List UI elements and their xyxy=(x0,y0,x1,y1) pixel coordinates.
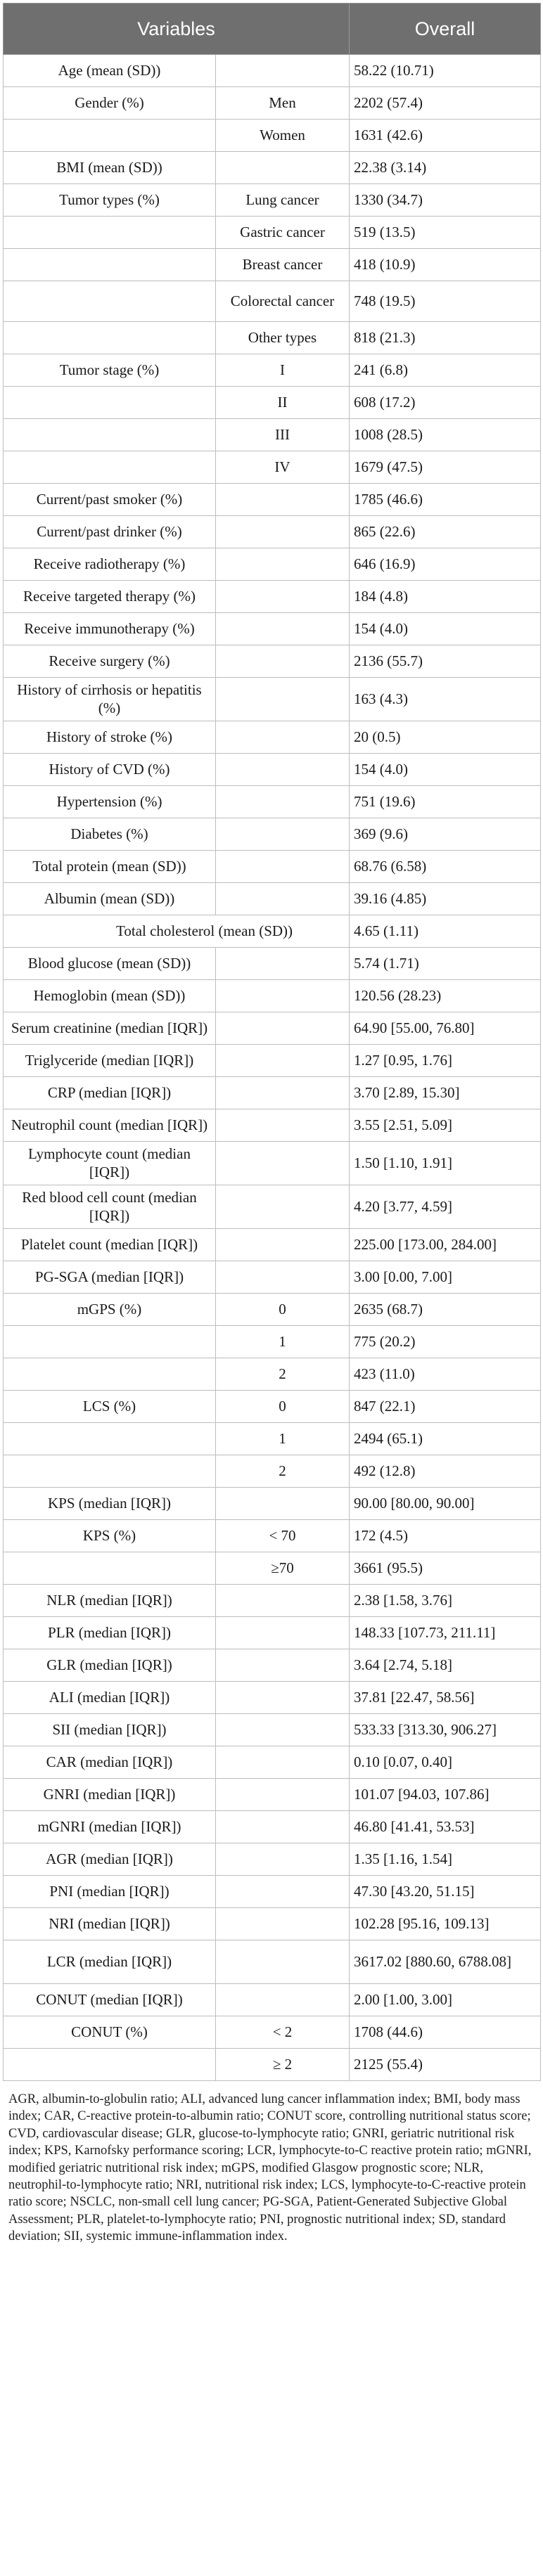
variable-label: CAR (median [IQR]) xyxy=(4,1746,216,1779)
overall-value: 1708 (44.6) xyxy=(350,2016,541,2049)
table-row xyxy=(4,217,541,249)
subgroup-label xyxy=(216,516,350,548)
table-row xyxy=(4,851,541,883)
table-row xyxy=(4,1391,541,1423)
overall-value: 20 (0.5) xyxy=(350,721,541,754)
table-row xyxy=(4,1358,541,1391)
subgroup-label: 1 xyxy=(216,1326,350,1358)
subgroup-label: 0 xyxy=(216,1391,350,1423)
overall-value: 101.07 [94.03, 107.86] xyxy=(350,1779,541,1811)
variable-label: Triglyceride (median [IQR]) xyxy=(4,1045,216,1077)
overall-value: 2125 (55.4) xyxy=(350,2049,541,2081)
variable-label: Total cholesterol (mean (SD)) xyxy=(4,915,350,948)
variable-label: Receive surgery (%) xyxy=(4,645,216,678)
overall-value: 3.70 [2.89, 15.30] xyxy=(350,1077,541,1109)
subgroup-label: IV xyxy=(216,451,350,484)
table-row xyxy=(4,1045,541,1077)
variable-label: Total protein (mean (SD)) xyxy=(4,851,216,883)
overall-value: 0.10 [0.07, 0.40] xyxy=(350,1746,541,1779)
variable-label xyxy=(4,1552,216,1585)
subgroup-label xyxy=(216,1746,350,1779)
variable-label: SII (median [IQR]) xyxy=(4,1714,216,1746)
subgroup-label xyxy=(216,1843,350,1876)
table-row xyxy=(4,387,541,419)
variable-label: CONUT (%) xyxy=(4,2016,216,2049)
overall-value: 68.76 (6.58) xyxy=(350,851,541,883)
subgroup-label xyxy=(216,1908,350,1940)
table-row xyxy=(4,419,541,451)
subgroup-label xyxy=(216,581,350,613)
overall-value: 865 (22.6) xyxy=(350,516,541,548)
overall-value: 847 (22.1) xyxy=(350,1391,541,1423)
overall-value: 4.65 (1.11) xyxy=(350,915,541,948)
table-row xyxy=(4,786,541,818)
table-row xyxy=(4,1109,541,1142)
overall-value: 646 (16.9) xyxy=(350,548,541,581)
table-row xyxy=(4,818,541,851)
subgroup-label: Other types xyxy=(216,322,350,354)
subgroup-label xyxy=(216,55,350,87)
table-row xyxy=(4,2016,541,2049)
table-row xyxy=(4,1229,541,1261)
subgroup-label: 2 xyxy=(216,1358,350,1391)
table-row xyxy=(4,1326,541,1358)
subgroup-label xyxy=(216,883,350,915)
overall-value: 37.81 [22.47, 58.56] xyxy=(350,1682,541,1714)
subgroup-label xyxy=(216,1012,350,1045)
overall-value: 5.74 (1.71) xyxy=(350,948,541,980)
variable-label: mGPS (%) xyxy=(4,1294,216,1326)
overall-value: 2136 (55.7) xyxy=(350,645,541,678)
variable-label: Serum creatinine (median [IQR]) xyxy=(4,1012,216,1045)
subgroup-label xyxy=(216,645,350,678)
overall-value: 241 (6.8) xyxy=(350,354,541,387)
table-row xyxy=(4,883,541,915)
table-row xyxy=(4,1012,541,1045)
variable-label: Red blood cell count (median [IQR]) xyxy=(4,1185,216,1229)
variable-label: History of cirrhosis or hepatitis (%) xyxy=(4,678,216,721)
subgroup-label xyxy=(216,1779,350,1811)
variable-label: LCR (median [IQR]) xyxy=(4,1940,216,1984)
subgroup-label xyxy=(216,548,350,581)
subgroup-label xyxy=(216,1229,350,1261)
table-row xyxy=(4,1423,541,1455)
variable-label: PG-SGA (median [IQR]) xyxy=(4,1261,216,1294)
subgroup-label xyxy=(216,1077,350,1109)
overall-value: 418 (10.9) xyxy=(350,249,541,281)
table-row xyxy=(4,322,541,354)
subgroup-label: ≥ 2 xyxy=(216,2049,350,2081)
table-row xyxy=(4,1746,541,1779)
overall-value: 1785 (46.6) xyxy=(350,484,541,516)
table-footnote: AGR, albumin-to-globulin ratio; ALI, advanced lung cancer inflammation index; BMI, body mass index; CAR, C-reactive protein-to-albumin ratio; CONUT score, controlling nutritional status score; CVD, cardiovascular disease; GLR, glucose-to-lymphocyte ratio; GNRI, geriatric nutritional risk index; KPS, Karnofsky performance scoring; LCR, lymphocyte-to-C reactive protein ratio; mGNRI, modified geriatric nutritional risk index; mGPS, modified Glasgow prognostic score; NLR, neutrophil-to-lymphocyte ratio; NRI, nutritional risk index; LCS, lymphocyte-to-C-reactive protein ratio score; NSCLC, non-small cell lung cancer; PG-SGA, Patient-Generated Subjective Global Assessment; PLR, platelet-to-lymphocyte ratio; PNI, prognostic nutritional index; SD, standard deviation; SII, systemic immune-inflammation index. xyxy=(8,2092,532,2244)
subgroup-label: III xyxy=(216,419,350,451)
variable-label: Hemoglobin (mean (SD)) xyxy=(4,980,216,1012)
table-row xyxy=(4,1811,541,1843)
overall-value: 818 (21.3) xyxy=(350,322,541,354)
overall-value: 154 (4.0) xyxy=(350,754,541,786)
subgroup-label xyxy=(216,721,350,754)
table-row xyxy=(4,915,541,948)
variable-label xyxy=(4,1455,216,1488)
variable-label: Albumin (mean (SD)) xyxy=(4,883,216,915)
overall-value: 3.00 [0.00, 7.00] xyxy=(350,1261,541,1294)
variable-label xyxy=(4,281,216,322)
overall-value: 3.55 [2.51, 5.09] xyxy=(350,1109,541,1142)
subgroup-label xyxy=(216,948,350,980)
variable-label: Receive radiotherapy (%) xyxy=(4,548,216,581)
subgroup-label xyxy=(216,1045,350,1077)
table-row xyxy=(4,354,541,387)
table-row xyxy=(4,1455,541,1488)
subgroup-label: II xyxy=(216,387,350,419)
variable-label: Current/past smoker (%) xyxy=(4,484,216,516)
subgroup-label xyxy=(216,786,350,818)
table-row xyxy=(4,281,541,322)
subgroup-label: Gastric cancer xyxy=(216,217,350,249)
table-row xyxy=(4,645,541,678)
variable-label: CRP (median [IQR]) xyxy=(4,1077,216,1109)
variable-label: Tumor stage (%) xyxy=(4,354,216,387)
variable-label: Receive immunotherapy (%) xyxy=(4,613,216,645)
table-row xyxy=(4,1520,541,1552)
variable-label: KPS (%) xyxy=(4,1520,216,1552)
variable-label: Platelet count (median [IQR]) xyxy=(4,1229,216,1261)
variable-label xyxy=(4,322,216,354)
table-row xyxy=(4,249,541,281)
subgroup-label xyxy=(216,1682,350,1714)
table-row xyxy=(4,1779,541,1811)
table-row xyxy=(4,451,541,484)
table-row xyxy=(4,1714,541,1746)
variable-label: GLR (median [IQR]) xyxy=(4,1649,216,1682)
overall-value: 3.64 [2.74, 5.18] xyxy=(350,1649,541,1682)
overall-value: 4.20 [3.77, 4.59] xyxy=(350,1185,541,1229)
subgroup-label: Breast cancer xyxy=(216,249,350,281)
variable-label xyxy=(4,1358,216,1391)
table-row xyxy=(4,1908,541,1940)
table-row xyxy=(4,2049,541,2081)
overall-value: 751 (19.6) xyxy=(350,786,541,818)
table-row xyxy=(4,1649,541,1682)
table-body xyxy=(4,55,541,2081)
variable-label: History of stroke (%) xyxy=(4,721,216,754)
overall-value: 46.80 [41.41, 53.53] xyxy=(350,1811,541,1843)
overall-value: 3617.02 [880.60, 6788.08] xyxy=(350,1940,541,1984)
variable-label xyxy=(4,249,216,281)
overall-value: 148.33 [107.73, 211.11] xyxy=(350,1617,541,1649)
table-row xyxy=(4,1142,541,1185)
overall-value: 1631 (42.6) xyxy=(350,120,541,152)
variable-label: Gender (%) xyxy=(4,87,216,120)
overall-value: 1.27 [0.95, 1.76] xyxy=(350,1045,541,1077)
table-row xyxy=(4,1488,541,1520)
subgroup-label: < 2 xyxy=(216,2016,350,2049)
overall-value: 1.35 [1.16, 1.54] xyxy=(350,1843,541,1876)
overall-value: 519 (13.5) xyxy=(350,217,541,249)
table-row xyxy=(4,1585,541,1617)
overall-value: 3661 (95.5) xyxy=(350,1552,541,1585)
table-row xyxy=(4,1876,541,1908)
subgroup-label: ≥70 xyxy=(216,1552,350,1585)
variable-label xyxy=(4,217,216,249)
subgroup-label xyxy=(216,1142,350,1185)
subgroup-label xyxy=(216,1261,350,1294)
table-row xyxy=(4,948,541,980)
overall-value: 225.00 [173.00, 284.00] xyxy=(350,1229,541,1261)
table-row xyxy=(4,1261,541,1294)
overall-value: 184 (4.8) xyxy=(350,581,541,613)
header-variables: Variables xyxy=(4,4,350,55)
table-row xyxy=(4,980,541,1012)
overall-value: 492 (12.8) xyxy=(350,1455,541,1488)
overall-value: 64.90 [55.00, 76.80] xyxy=(350,1012,541,1045)
subgroup-label: 1 xyxy=(216,1423,350,1455)
subgroup-label: 2 xyxy=(216,1455,350,1488)
variable-label xyxy=(4,387,216,419)
subgroup-label xyxy=(216,484,350,516)
table-row xyxy=(4,55,541,87)
subgroup-label xyxy=(216,678,350,721)
variable-label: Hypertension (%) xyxy=(4,786,216,818)
subgroup-label xyxy=(216,754,350,786)
baseline-characteristics-table xyxy=(3,3,541,2081)
subgroup-label xyxy=(216,1109,350,1142)
table-row xyxy=(4,1185,541,1229)
variable-label: ALI (median [IQR]) xyxy=(4,1682,216,1714)
table-row xyxy=(4,184,541,217)
overall-value: 1.50 [1.10, 1.91] xyxy=(350,1142,541,1185)
variable-label xyxy=(4,419,216,451)
table-row xyxy=(4,1682,541,1714)
table-row xyxy=(4,1940,541,1984)
variable-label: NLR (median [IQR]) xyxy=(4,1585,216,1617)
overall-value: 90.00 [80.00, 90.00] xyxy=(350,1488,541,1520)
variable-label: CONUT (median [IQR]) xyxy=(4,1984,216,2016)
subgroup-label xyxy=(216,1940,350,1984)
variable-label xyxy=(4,120,216,152)
variable-label: GNRI (median [IQR]) xyxy=(4,1779,216,1811)
overall-value: 369 (9.6) xyxy=(350,818,541,851)
variable-label: Neutrophil count (median [IQR]) xyxy=(4,1109,216,1142)
subgroup-label xyxy=(216,1585,350,1617)
overall-value: 423 (11.0) xyxy=(350,1358,541,1391)
overall-value: 2202 (57.4) xyxy=(350,87,541,120)
variable-label: PNI (median [IQR]) xyxy=(4,1876,216,1908)
overall-value: 154 (4.0) xyxy=(350,613,541,645)
table-row xyxy=(4,1294,541,1326)
subgroup-label: Colorectal cancer xyxy=(216,281,350,322)
overall-value: 775 (20.2) xyxy=(350,1326,541,1358)
table-row xyxy=(4,548,541,581)
table-row xyxy=(4,152,541,184)
overall-value: 2494 (65.1) xyxy=(350,1423,541,1455)
overall-value: 58.22 (10.71) xyxy=(350,55,541,87)
table-row xyxy=(4,1984,541,2016)
subgroup-label xyxy=(216,1617,350,1649)
table-row xyxy=(4,754,541,786)
table-row xyxy=(4,1552,541,1585)
subgroup-label: Lung cancer xyxy=(216,184,350,217)
variable-label: NRI (median [IQR]) xyxy=(4,1908,216,1940)
overall-value: 172 (4.5) xyxy=(350,1520,541,1552)
table-row xyxy=(4,581,541,613)
table-row xyxy=(4,721,541,754)
subgroup-label xyxy=(216,851,350,883)
overall-value: 102.28 [95.16, 109.13] xyxy=(350,1908,541,1940)
subgroup-label xyxy=(216,1876,350,1908)
variable-label: Receive targeted therapy (%) xyxy=(4,581,216,613)
variable-label xyxy=(4,1326,216,1358)
overall-value: 163 (4.3) xyxy=(350,678,541,721)
table-row xyxy=(4,516,541,548)
subgroup-label xyxy=(216,152,350,184)
table-row xyxy=(4,1617,541,1649)
header-overall: Overall xyxy=(350,4,541,55)
overall-value: 120.56 (28.23) xyxy=(350,980,541,1012)
overall-value: 47.30 [43.20, 51.15] xyxy=(350,1876,541,1908)
variable-label xyxy=(4,1423,216,1455)
subgroup-label xyxy=(216,980,350,1012)
variable-label: Blood glucose (mean (SD)) xyxy=(4,948,216,980)
overall-value: 2635 (68.7) xyxy=(350,1294,541,1326)
subgroup-label xyxy=(216,1811,350,1843)
overall-value: 1679 (47.5) xyxy=(350,451,541,484)
variable-label: Current/past drinker (%) xyxy=(4,516,216,548)
overall-value: 533.33 [313.30, 906.27] xyxy=(350,1714,541,1746)
variable-label: PLR (median [IQR]) xyxy=(4,1617,216,1649)
overall-value: 39.16 (4.85) xyxy=(350,883,541,915)
subgroup-label xyxy=(216,1984,350,2016)
table-row xyxy=(4,1077,541,1109)
variable-label: Age (mean (SD)) xyxy=(4,55,216,87)
variable-label: AGR (median [IQR]) xyxy=(4,1843,216,1876)
overall-value: 1008 (28.5) xyxy=(350,419,541,451)
subgroup-label: < 70 xyxy=(216,1520,350,1552)
variable-label xyxy=(4,2049,216,2081)
subgroup-label: Men xyxy=(216,87,350,120)
overall-value: 2.38 [1.58, 3.76] xyxy=(350,1585,541,1617)
subgroup-label: Women xyxy=(216,120,350,152)
table-row xyxy=(4,120,541,152)
variable-label: LCS (%) xyxy=(4,1391,216,1423)
variable-label: Diabetes (%) xyxy=(4,818,216,851)
variable-label: mGNRI (median [IQR]) xyxy=(4,1811,216,1843)
table-row xyxy=(4,484,541,516)
subgroup-label: I xyxy=(216,354,350,387)
overall-value: 2.00 [1.00, 3.00] xyxy=(350,1984,541,2016)
table-row xyxy=(4,613,541,645)
subgroup-label xyxy=(216,1649,350,1682)
subgroup-label: 0 xyxy=(216,1294,350,1326)
variable-label xyxy=(4,451,216,484)
variable-label: BMI (mean (SD)) xyxy=(4,152,216,184)
variable-label: KPS (median [IQR]) xyxy=(4,1488,216,1520)
overall-value: 748 (19.5) xyxy=(350,281,541,322)
variable-label: Lymphocyte count (median [IQR]) xyxy=(4,1142,216,1185)
table-header-row xyxy=(4,4,541,55)
table-row xyxy=(4,678,541,721)
subgroup-label xyxy=(216,1185,350,1229)
subgroup-label xyxy=(216,613,350,645)
overall-value: 608 (17.2) xyxy=(350,387,541,419)
subgroup-label xyxy=(216,1488,350,1520)
variable-label: Tumor types (%) xyxy=(4,184,216,217)
variable-label: History of CVD (%) xyxy=(4,754,216,786)
subgroup-label xyxy=(216,818,350,851)
subgroup-label xyxy=(216,1714,350,1746)
table-row xyxy=(4,87,541,120)
table-row xyxy=(4,1843,541,1876)
overall-value: 22.38 (3.14) xyxy=(350,152,541,184)
overall-value: 1330 (34.7) xyxy=(350,184,541,217)
